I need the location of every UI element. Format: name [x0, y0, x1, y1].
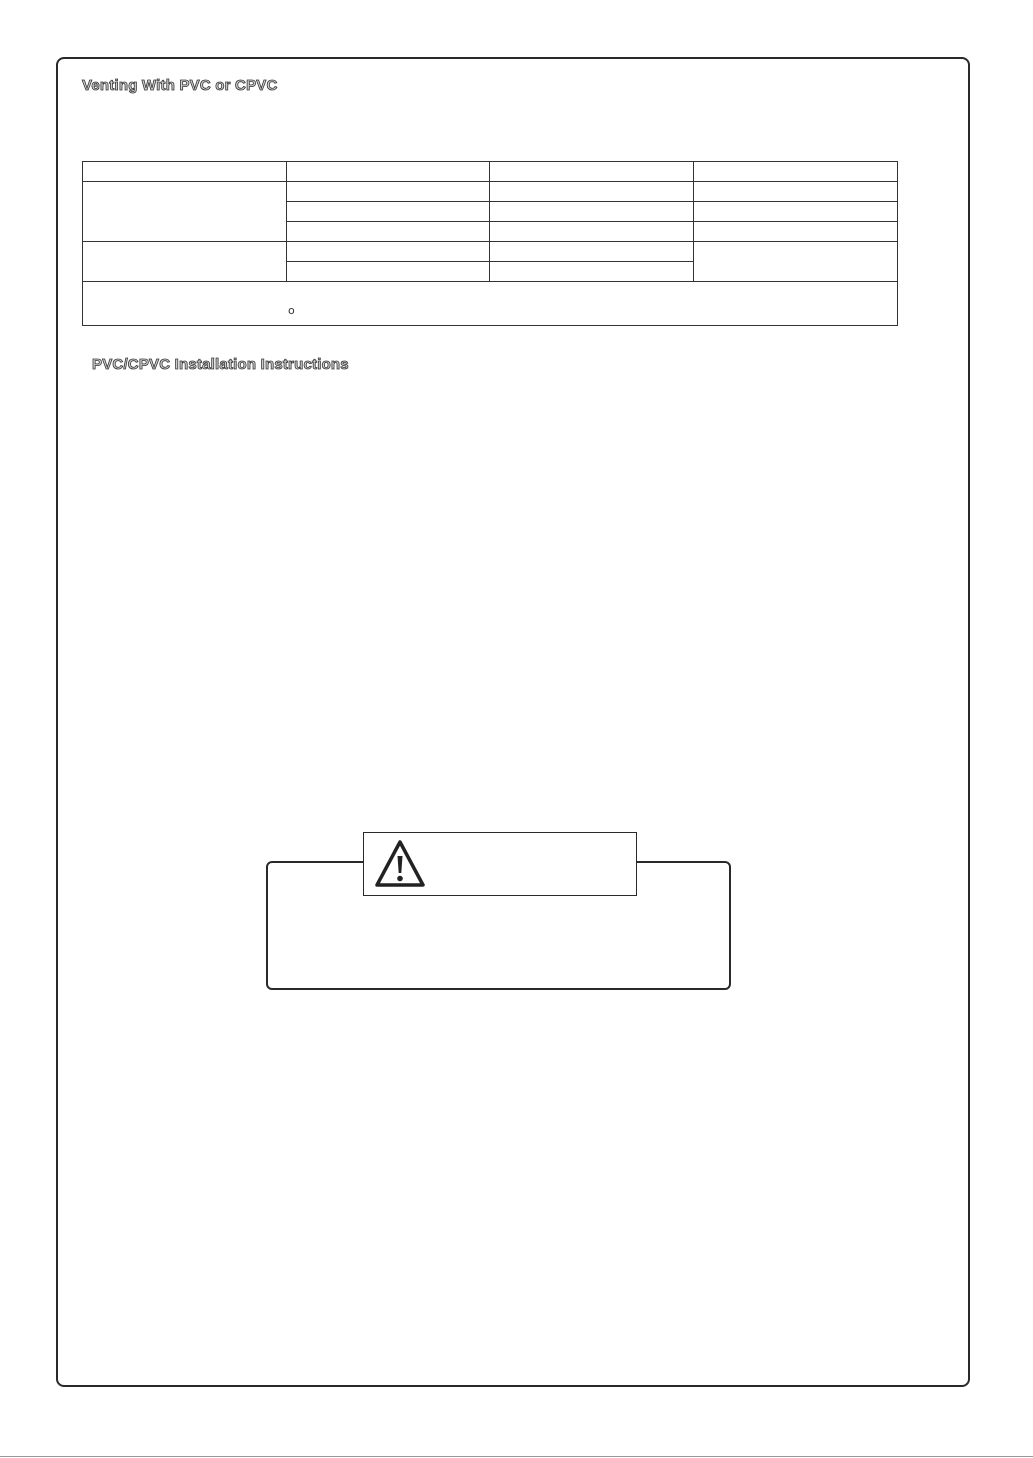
section-heading-installation: PVC/CPVC Installation Instructions	[92, 356, 349, 373]
table-row	[83, 162, 898, 182]
bottom-rule	[0, 1456, 1033, 1457]
warning-triangle-icon	[374, 839, 426, 889]
table-note-row	[83, 282, 898, 326]
section-heading-venting: Venting With PVC or CPVC	[82, 77, 278, 94]
vent-spec-table	[82, 161, 898, 326]
table-row	[83, 182, 898, 202]
warning-header	[363, 832, 637, 896]
degree-symbol: o	[288, 304, 295, 317]
table-row	[83, 242, 898, 262]
